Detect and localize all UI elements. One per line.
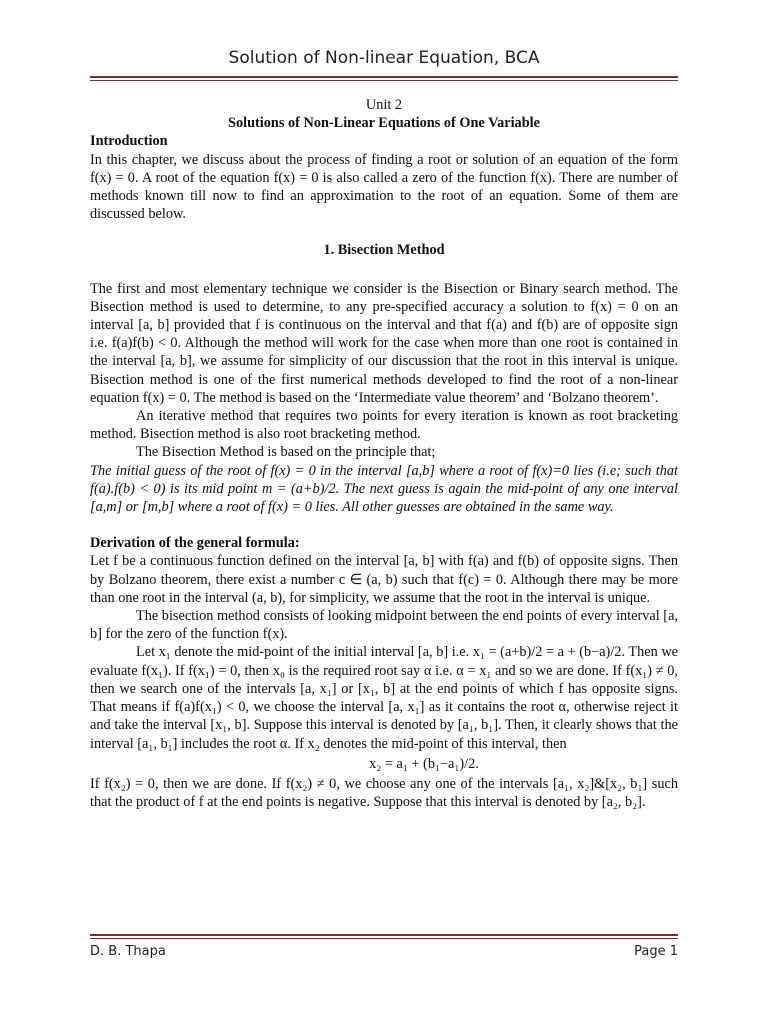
header-rule <box>90 76 678 81</box>
midpoint-formula: x₂ = a₁ + (b₁−a₁)/2. <box>369 755 479 772</box>
paragraph-principle: The Bisection Method is based on the principle that; <box>136 444 436 461</box>
page-footer <box>90 944 678 959</box>
running-header: Solution of Non-linear Equation, BCA <box>228 48 540 68</box>
paragraph-bisection-intro: The first and most elementary technique we consider is the Bisection or Binary search method. The Bisection method is used to determine, to any pre-specified accuracy a solution to f(x) = 0 on an interval [a, b] provided that f is continuous on the interval and that f(a) and f(b) are of opposite sign i.e. f(a)f(b) < 0. Although the method will work for the case when more than one root is contained in the interval [a, b], we assume for simplicity of our discussion that the root in this interval is unique. Bisection method is one of the first numerical methods developed to find the root of a non-linear equation f(x) = 0. The method is based on the ‘Intermediate value theorem’ and ‘Bolzano theorem’. <box>90 280 678 406</box>
chapter-heading: Solutions of Non-Linear Equations of One Variable <box>228 115 540 132</box>
derivation-title: Derivation of the general formula: <box>90 535 300 552</box>
page-content <box>90 96 678 811</box>
footer-page-number: Page 1 <box>634 944 678 959</box>
paragraph-principle-statement: The initial guess of the root of f(x) = 0 in the interval [a,b] where a root of f(x)=0 lies (i.e; such that f(a).f(b) < 0) is its mid point m = (a+b)/2. The next guess is again the mid-point of any one interval [a,m] or [m,b] where a root of f(x) = 0 lies. All other guesses are obtained in the same way. <box>90 462 678 516</box>
footer-rule <box>90 934 678 939</box>
paragraph-root-bracketing: An iterative method that requires two points for every iteration is known as root bracketing method. Bisection method is also root bracketing method. <box>90 408 678 443</box>
paragraph-derivation-1: Let f be a continuous function defined on the interval [a, b] with f(a) and f(b) of opposite signs. Then by Bolzano theorem, there exist a number c ∈ (a, b) such that f(c) = 0. Although there may be more than one root in the interval (a, b), for simplicity, we assume that the root in the interval is unique. <box>90 553 678 606</box>
footer-author: D. B. Thapa <box>90 944 166 959</box>
paragraph-derivation-2: The bisection method consists of looking midpoint between the end points of every interval [a, b] for the zero of the function f(x). <box>90 608 678 643</box>
unit-label: Unit 2 <box>365 97 403 113</box>
intro-paragraph: In this chapter, we discuss about the process of finding a root or solution of an equation of the form f(x) = 0. A root of the equation f(x) = 0 is also called a zero of the function f(x). There are number of methods known till now to find an approximation to the root of an equation. Some of them are discussed below. <box>90 151 678 223</box>
paragraph-derivation-4: If f(x₂) = 0, then we are done. If f(x₂) ≠ 0, we choose any one of the intervals [a₁, x₂]&[x₂, b₁] such that the product of f at the end points is negative. Suppose that this interval is denoted by [a₂, b₂]. <box>90 775 678 811</box>
paragraph-derivation-3: Let x₁ denote the mid-point of the initial interval [a, b] i.e. x₁ = (a+b)/2 = a + (b−a)/2. Then we evaluate f(x₁). If f(x₁) = 0, then x₀ is the required root say α i.e. α = x₁ and so we are done. If f(x₁) ≠ 0, then we search one of the intervals [a, x₁] or [x₁, b] at the end points of which f has opposite signs. That means if f(a)f(x₁) < 0, we choose the interval [a, x₁] as it contains the root α, otherwise reject it and take the interval [x₁, b]. Suppose this interval is denoted by [a₁, b₁]. Then, it clearly shows that the interval [a₁, b₁] includes the root α. If x₂ denotes the mid-point of this interval, then <box>90 644 678 752</box>
intro-title: Introduction <box>90 133 168 150</box>
section-title-bisection: 1. Bisection Method <box>323 242 445 259</box>
